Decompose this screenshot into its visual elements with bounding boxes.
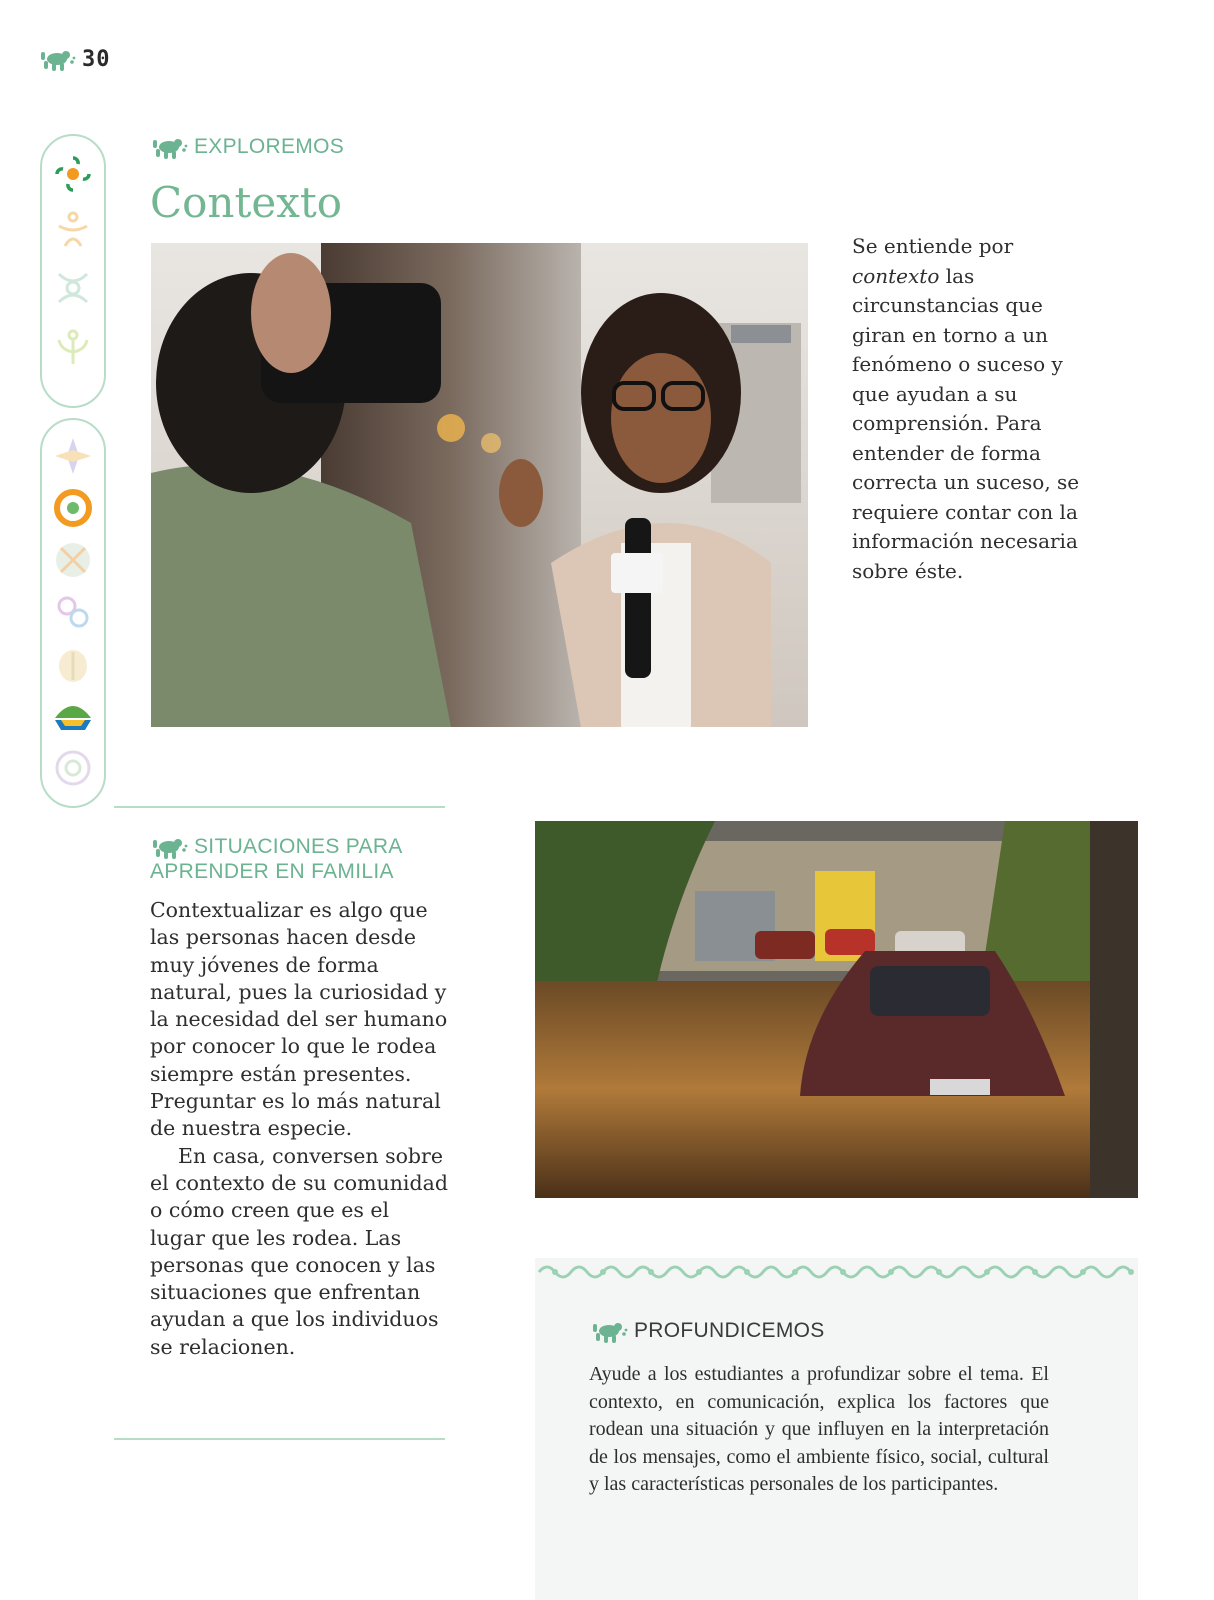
flood-photo	[535, 821, 1138, 1198]
intro-text-before: Se entiende por	[852, 234, 1014, 258]
reporter-photo	[151, 243, 808, 727]
family-text	[150, 897, 450, 1361]
frog-icon	[150, 834, 188, 860]
orange-ring-icon	[51, 486, 95, 530]
knot-icon	[51, 266, 95, 310]
circle-icon	[51, 746, 95, 790]
deepen-section-label	[590, 1318, 825, 1344]
family-label-line1: SITUACIONES PARA	[194, 835, 403, 858]
flood-illustration	[535, 821, 1138, 1198]
page-title: Contexto	[150, 178, 343, 227]
deepen-text: Ayude a los estudiantes a profundizar sobre el tema. El contexto, en comunicación, explica los factores que rodean una situación y que influyen en la interpretación de los mensajes, como el ambiente físico, social, cultural y las características personales de los participantes.	[589, 1363, 1049, 1496]
intro-text-after: las circunstancias que giran en torno a un fenómeno o suceso y que ayudan a su comprensión. Para entender de forma correcta un suceso, se requiere contar con la información necesaria sobre éste.	[852, 263, 1080, 583]
sidebar-rail-bottom	[40, 418, 106, 808]
family-section-label	[150, 834, 403, 860]
intro-paragraph	[852, 232, 1092, 586]
cross-icon	[51, 538, 95, 582]
family-paragraph-2: En casa, conversen sobre el contexto de su comunidad o cómo creen que es el lugar que les rodea. Las personas que conocen y las situaciones que enfrentan ayudan a que los individuos se relacionen.	[150, 1143, 448, 1359]
link-icon	[51, 590, 95, 634]
sidebar-rail-top	[40, 134, 106, 408]
deepen-label: PROFUNDICEMOS	[634, 1319, 825, 1342]
turtle-icon	[51, 694, 95, 738]
lotus-icon	[51, 642, 95, 686]
reporter-illustration	[151, 243, 808, 727]
people-icon	[51, 208, 95, 252]
family-label-line2: APRENDER EN FAMILIA	[150, 860, 394, 883]
compass-icon	[51, 434, 95, 478]
flower-icon	[51, 152, 95, 196]
family-paragraph-1: Contextualizar es algo que las personas hacen desde muy jóvenes de forma natural, pues la curiosidad y la necesidad del ser humano por conocer lo que le rodea siempre están presentes. Preguntar es lo más natural de nuestra especie.	[150, 898, 448, 1141]
intro-text-emphasis: contexto	[852, 263, 940, 288]
frog-icon	[590, 1318, 628, 1344]
explore-section-label	[150, 134, 344, 160]
family-bottom-rule	[114, 1438, 445, 1440]
plant-icon	[51, 326, 95, 370]
page-number: 30	[82, 46, 111, 72]
wave-border-icon	[535, 1258, 1138, 1286]
family-top-rule	[114, 806, 445, 808]
frog-icon	[150, 134, 188, 160]
frog-icon	[38, 46, 76, 72]
page-header	[38, 46, 111, 72]
explore-label: EXPLOREMOS	[194, 135, 345, 158]
